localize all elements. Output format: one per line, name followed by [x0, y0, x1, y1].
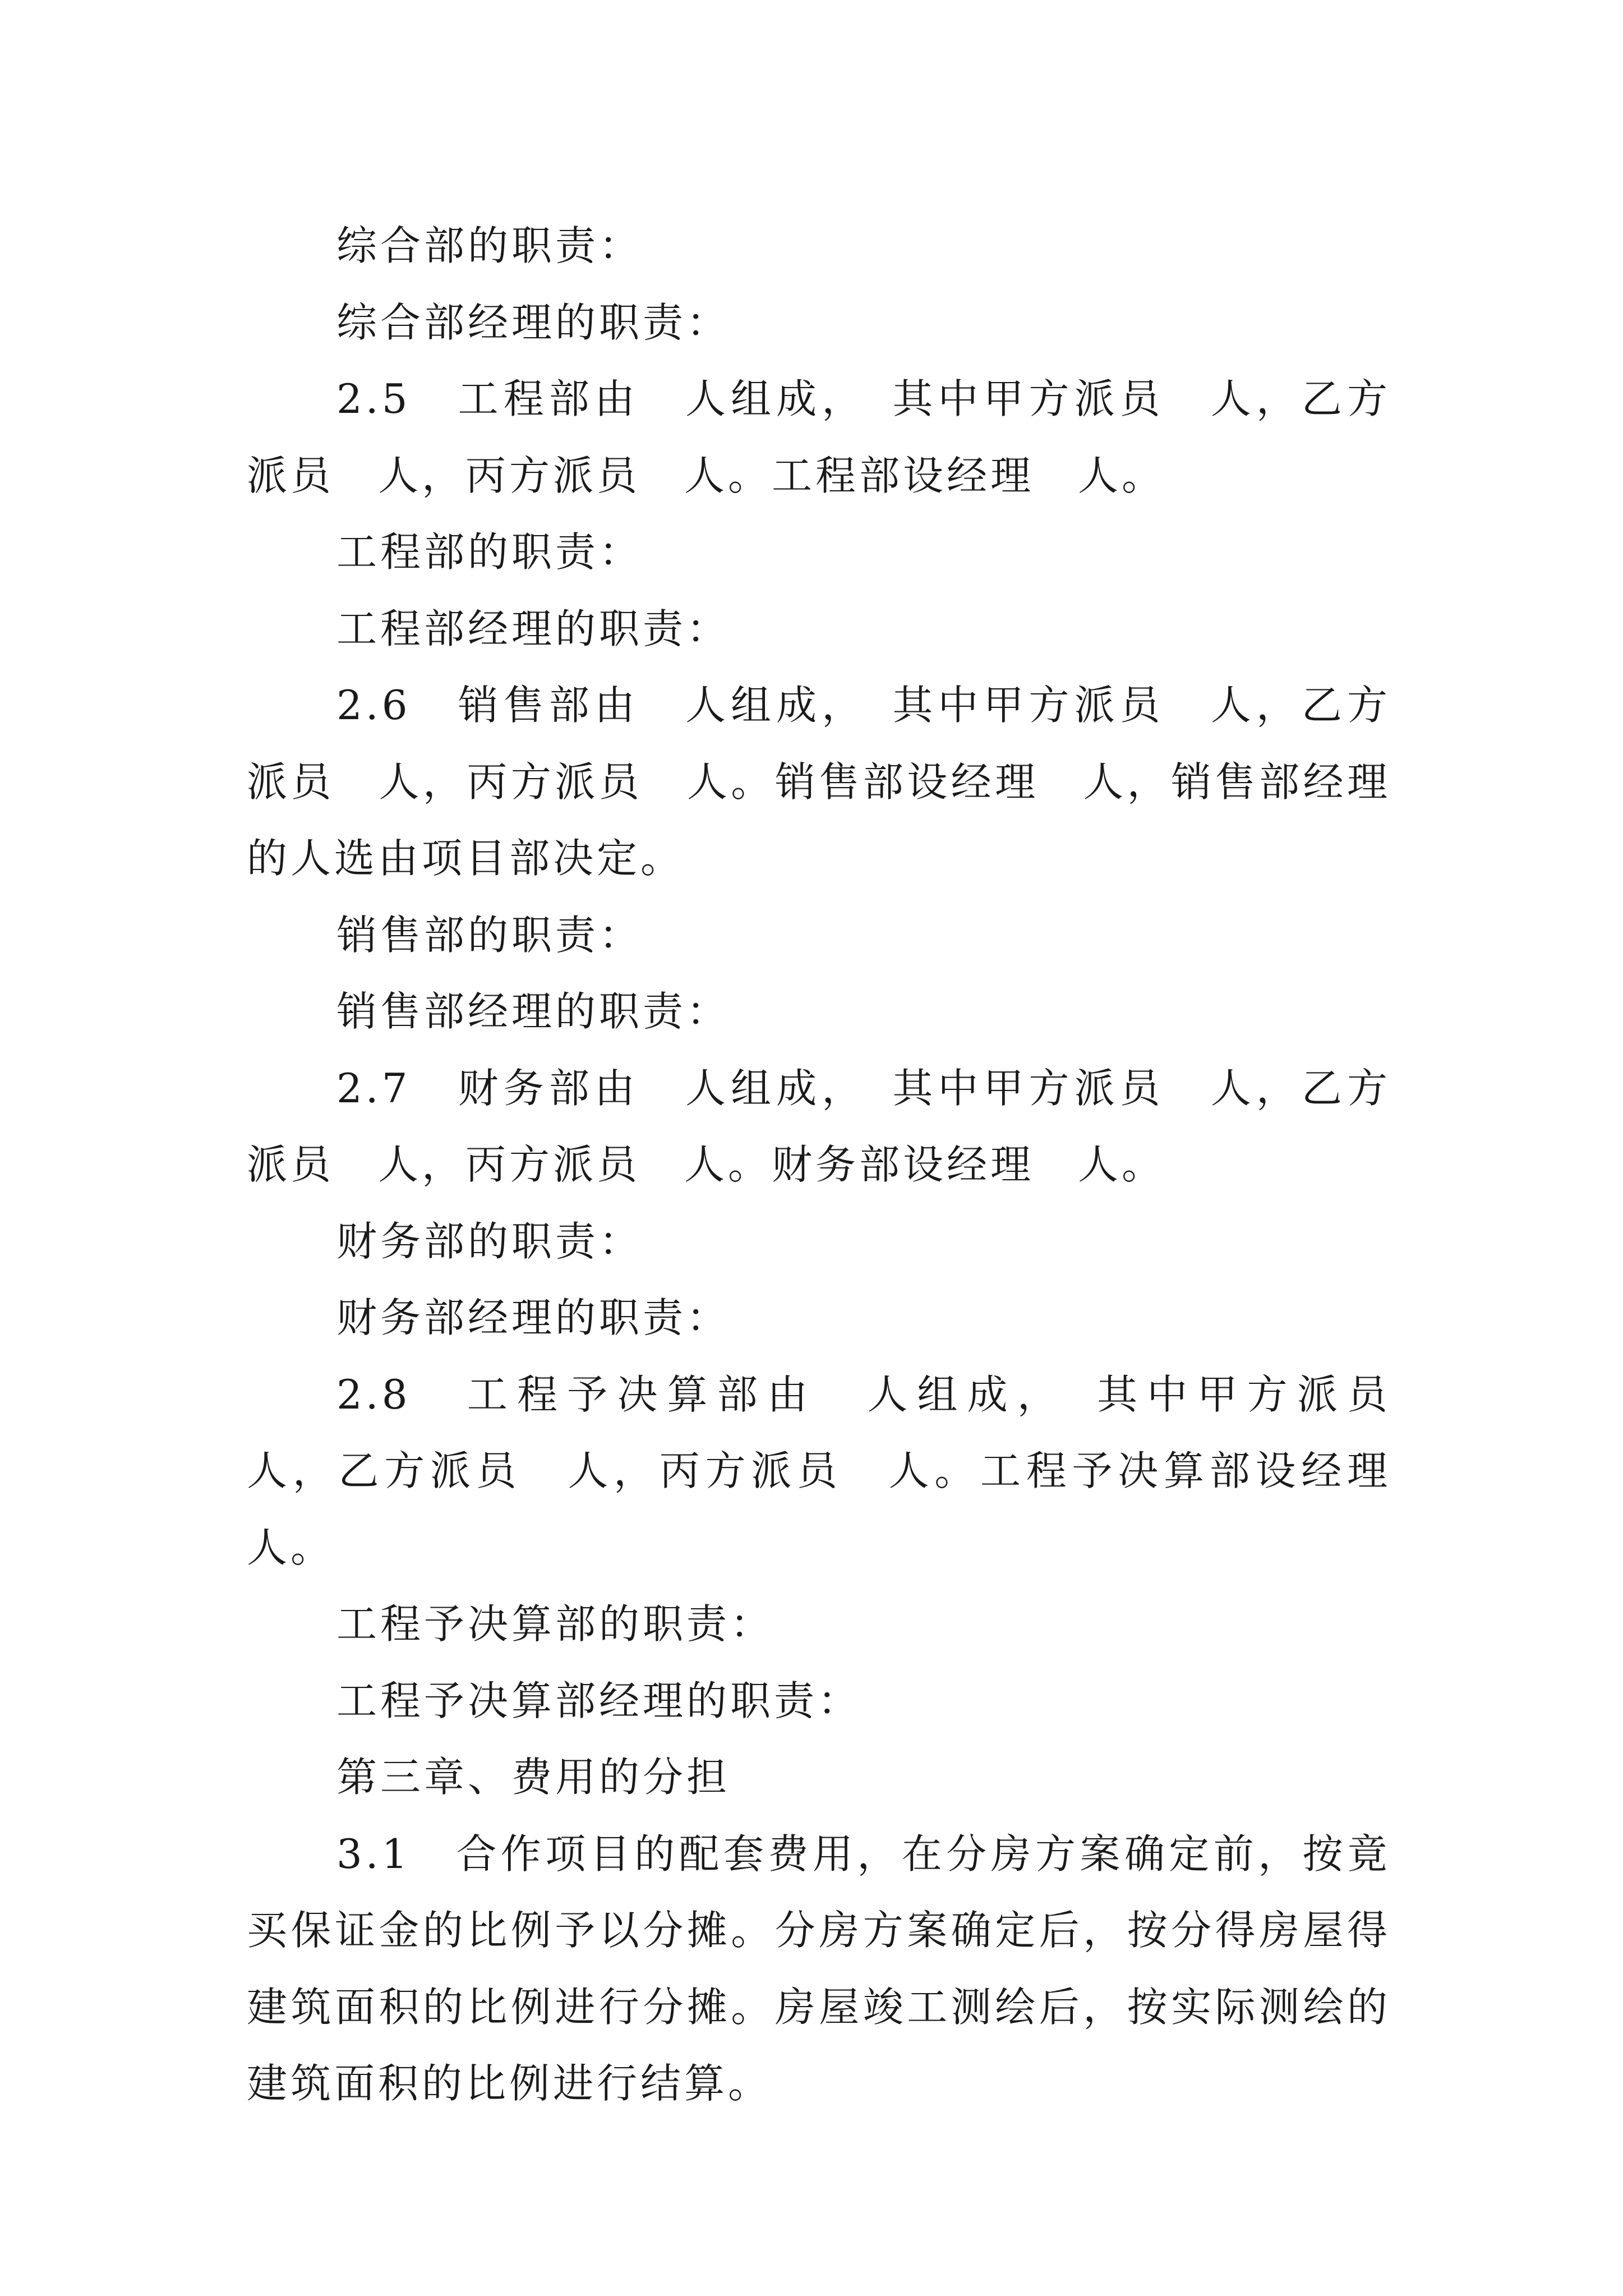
paragraph-2-5-engineering-dept: 2.5 工程部由 人组成， 其中甲方派员 人，乙方派员 人，丙方派员 人。工程部设经理 人。: [247, 375, 1391, 499]
paragraph-sales-manager-duties: 销售部经理的职责：: [336, 988, 731, 1035]
paragraph-2-7-finance-dept: 2.7 财务部由 人组成， 其中甲方派员 人，乙方派员 人，丙方派员 人。财务部设经理 人。: [247, 1064, 1391, 1188]
chapter-3-heading: 第三章、费用的分担: [336, 1754, 731, 1801]
paragraph-sales-dept-duties: 销售部的职责：: [336, 911, 643, 959]
paragraph-2-8-budget-dept: 2.8 工程予决算部由 人组成， 其中甲方派员 人，乙方派员 人，丙方派员 人。工程予决算部设经理 人。: [247, 1370, 1435, 1571]
paragraph-general-dept-manager-duties: 综合部经理的职责：: [336, 298, 731, 346]
document-body: [247, 208, 1435, 2122]
paragraph-budget-manager-duties: 工程予决算部经理的职责：: [336, 1677, 862, 1724]
paragraph-engineering-dept-duties: 工程部的职责：: [336, 528, 643, 576]
paragraph-engineering-manager-duties: 工程部经理的职责：: [336, 605, 731, 652]
paragraph-2-6-sales-dept: 2.6 销售部由 人组成， 其中甲方派员 人，乙方派员 人，丙方派员 人。销售部设经理 人，销售部经理的人选由项目部决定。: [247, 682, 1391, 882]
paragraph-finance-dept-duties: 财务部的职责：: [336, 1217, 643, 1265]
paragraph-finance-manager-duties: 财务部经理的职责：: [336, 1294, 731, 1341]
paragraph-general-dept-duties: 综合部的职责：: [336, 222, 643, 269]
paragraph-budget-dept-duties: 工程予决算部的职责：: [336, 1600, 774, 1648]
paragraph-3-1-cost-sharing: 3.1 合作项目的配套费用，在分房方案确定前，按竟买保证金的比例予以分摊。分房方案确定后，按分得房屋得建筑面积的比例进行分摊。房屋竣工测绘后，按实际测绘的建筑面积的比例进行结算。: [247, 1830, 1391, 2107]
